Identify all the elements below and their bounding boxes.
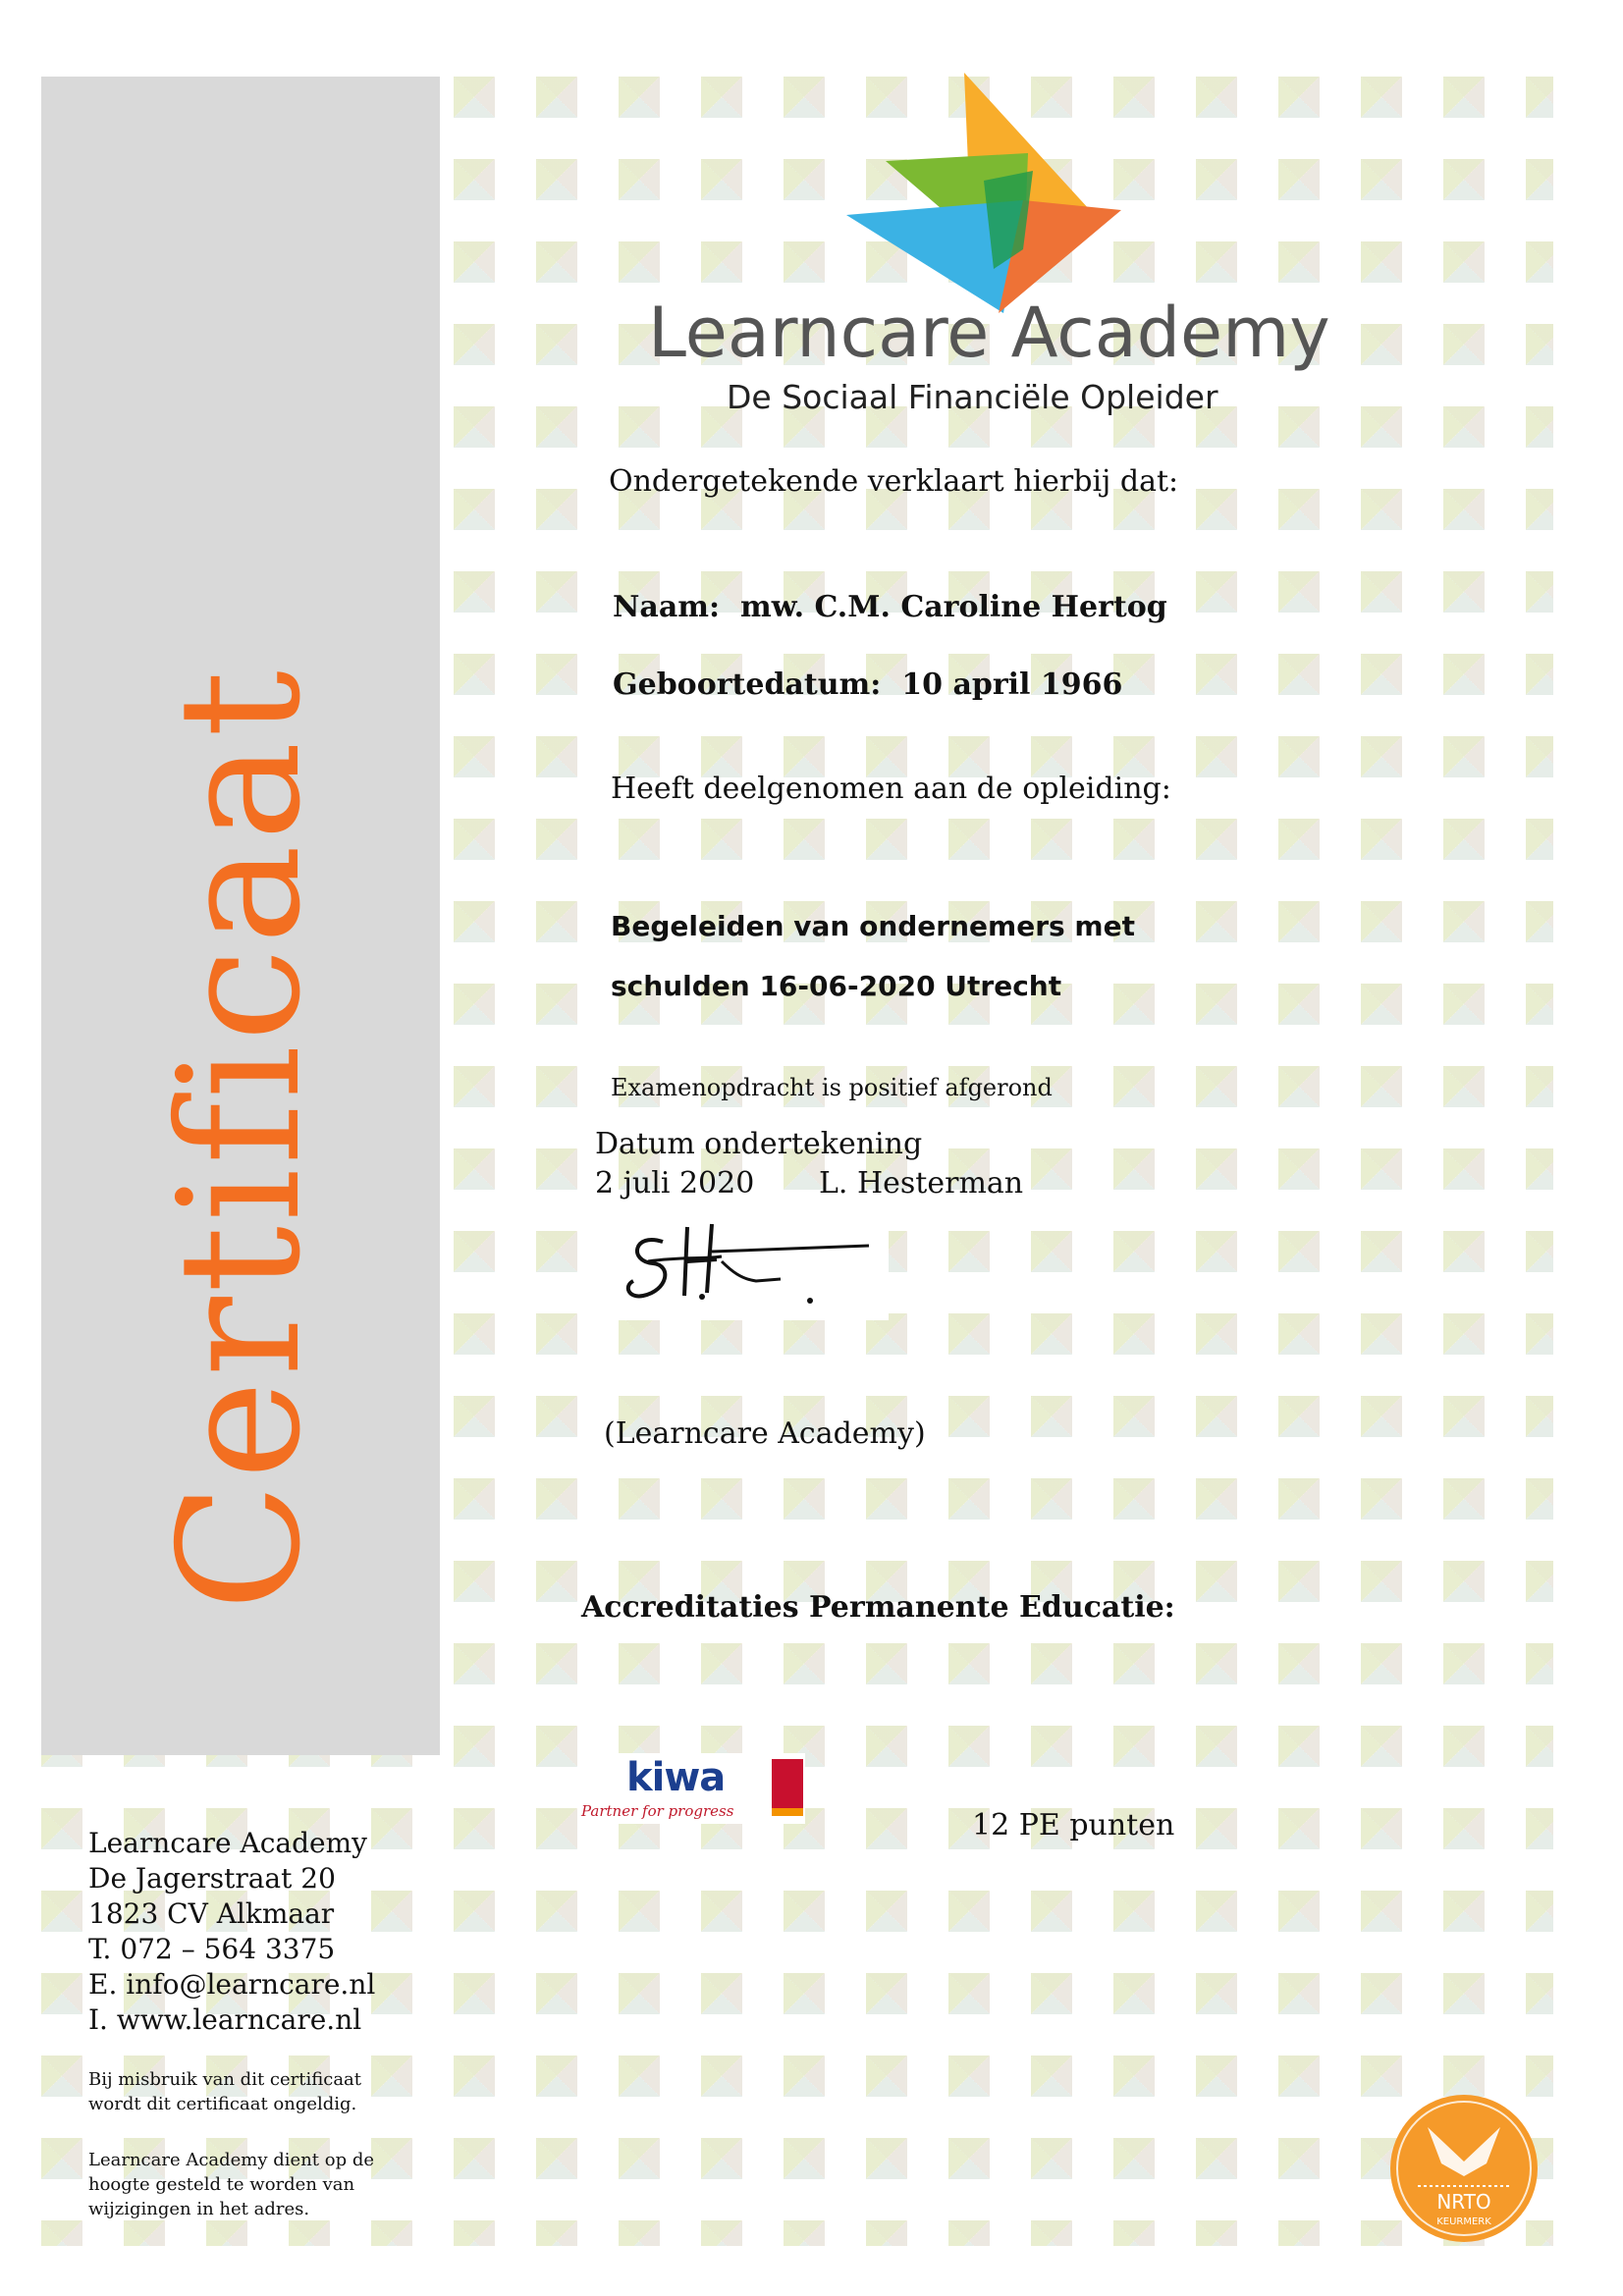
signer-name: L. Hesterman <box>819 1166 1024 1201</box>
name-value: mw. C.M. Caroline Hertog <box>740 590 1167 624</box>
address-line: T. 072 – 564 3375 <box>88 1933 336 1965</box>
birth-line <box>613 667 1122 702</box>
course-line-1: Begeleiden van ondernemers met <box>611 910 1135 942</box>
address-change-note <box>88 2148 374 2221</box>
address-line: 1823 CV Alkmaar <box>88 1897 335 1930</box>
birth-value: 10 april 1966 <box>901 667 1123 702</box>
sign-date-label: Datum ondertekening <box>595 1127 923 1161</box>
address-line: I. www.learncare.nl <box>88 2003 362 2036</box>
note-line: Bij misbruik van dit certificaat <box>88 2069 362 2090</box>
brand-name: Learncare Academy <box>648 293 1330 373</box>
certificate-title: Certificaat <box>143 666 338 1612</box>
note-line: wijzigingen in het adres. <box>88 2199 310 2219</box>
nrto-keurmerk-badge <box>1388 2093 1540 2244</box>
kiwa-emblem-icon <box>772 1759 803 1808</box>
note-line: wordt dit certificaat ongeldig. <box>88 2094 357 2114</box>
brand-tagline: De Sociaal Financiële Opleider <box>727 378 1218 416</box>
address-line: Learncare Academy <box>88 1827 367 1859</box>
birth-label: Geboortedatum: <box>613 667 882 702</box>
nrto-title: NRTO <box>1436 2190 1491 2214</box>
intro-text: Ondergetekende verklaart hierbij dat: <box>609 464 1179 499</box>
address-line: E. info@learncare.nl <box>88 1968 376 2001</box>
course-line-2: schulden 16-06-2020 Utrecht <box>611 970 1062 1002</box>
nrto-subtitle: KEURMERK <box>1436 2216 1491 2227</box>
address-block <box>88 1826 375 2038</box>
exam-text: Examenopdracht is positief afgerond <box>611 1074 1053 1101</box>
sign-date: 2 juli 2020 <box>595 1166 755 1201</box>
address-line: De Jagerstraat 20 <box>88 1862 336 1895</box>
kiwa-wordmark: kiwa <box>626 1755 726 1800</box>
note-line: hoogte gesteld te worden van <box>88 2174 355 2195</box>
learncare-fan-logo-icon <box>837 73 1121 318</box>
accreditation-heading: Accreditaties Permanente Educatie: <box>581 1590 1175 1625</box>
misuse-note <box>88 2067 361 2116</box>
kiwa-emblem-bar <box>772 1808 803 1816</box>
org-text: (Learncare Academy) <box>604 1416 926 1451</box>
kiwa-tagline: Partner for progress <box>581 1802 734 1820</box>
handwritten-signature-icon <box>594 1202 889 1320</box>
participated-text: Heeft deelgenomen aan de opleiding: <box>611 772 1171 806</box>
kiwa-logo <box>579 1753 805 1824</box>
name-label: Naam: <box>613 590 721 624</box>
note-line: Learncare Academy dient op de <box>88 2150 375 2170</box>
name-line <box>613 590 1167 624</box>
pe-points: 12 PE punten <box>972 1808 1175 1842</box>
